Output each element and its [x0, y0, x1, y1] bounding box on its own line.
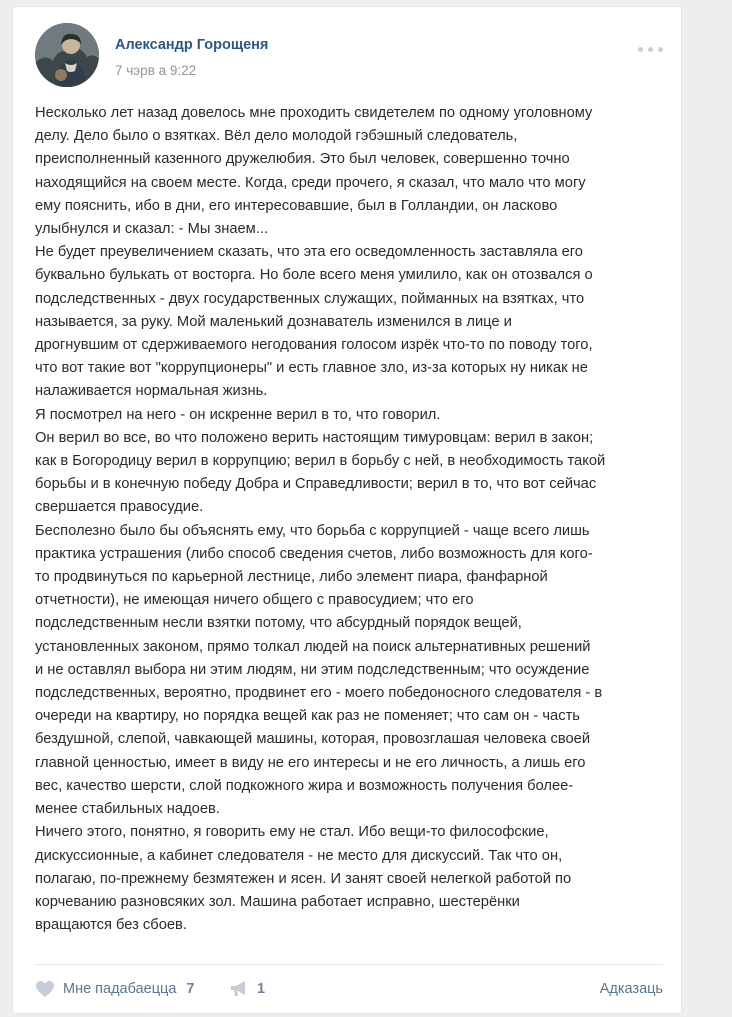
- post-text-line: и не оставлял выбора ни этим людям, ни этим подследственным; что осуждение: [35, 661, 590, 678]
- post-text-line: отчетности), не имеющая ничего общего с правосудием; что его: [35, 592, 474, 609]
- footer-divider: [35, 964, 663, 965]
- post-text-line: подследственных, вероятно, продвинет его - моего победоносного следователя - в: [35, 685, 603, 702]
- post-text-line: как в Богородицу верил в коррупцию; верил в борьбу с ней, в необходимость такой: [35, 453, 606, 470]
- post-text-line: что вот такие вот "коррупционеры" и есть главное зло, из-за которых ну никак не: [35, 360, 588, 377]
- post-text-line: Я посмотрел на него - он искренне верил в то, что говорил.: [35, 406, 441, 423]
- post-text-line: Не будет преувеличением сказать, что эта его осведомленность заставляла его: [35, 244, 583, 261]
- post-text-line: борьбы и в конечную победу Добра и Справедливости; верил в то, что вот сейчас: [35, 476, 597, 493]
- reply-button[interactable]: Адказаць: [599, 981, 663, 997]
- post-text-line: подследственных - двух государственных служащих, пойманных на взятках, что: [35, 290, 585, 307]
- post-card: [12, 6, 682, 1014]
- post-text-line: Несколько лет назад довелось мне проходить свидетелем по одному уголовному: [35, 105, 593, 121]
- like-button[interactable]: [35, 977, 194, 1001]
- post-text-line: практика устрашения (либо способ сведения счетов, либо возможность для кого-: [35, 545, 593, 562]
- heart-icon: [35, 980, 55, 998]
- post-text: [35, 102, 667, 937]
- like-label: Мне падабаецца: [63, 981, 177, 997]
- post-text-line: Ничего этого, понятно, я говорить ему не стал. Ибо вещи-то философские,: [35, 824, 549, 841]
- post-text-line: подследственным несли взятки потому, что абсурдный порядок вещей,: [35, 615, 522, 632]
- author-avatar[interactable]: [35, 23, 99, 87]
- post-text-line: дискуссионные, а кабинет следователя - не место для дискуссий. Так что он,: [35, 847, 563, 864]
- post-text-line: вращаются без сбоев.: [35, 917, 187, 934]
- post-text-line: главной ценностью, имеет в виду не его интересы и не его личность, а лишь его: [35, 754, 586, 771]
- post-text-line: называется, за руку. Мой маленький дознаватель изменился в лице и: [35, 313, 512, 330]
- post-text-line: дрогнувшим от сдерживаемого негодования голосом изрёк что-то по поводу того,: [35, 337, 593, 354]
- post-text-line: установленных законом, прямо толкал людей на поиск альтернативных решений: [35, 638, 591, 655]
- post-header: [35, 23, 665, 89]
- post-text-line: свершается правосудие.: [35, 499, 204, 516]
- post-text-line: находящийся на своем месте. Когда, среди прочего, я сказал, что мало что могу: [35, 174, 586, 191]
- post-date-link[interactable]: 7 чэрв а 9:22: [115, 63, 197, 78]
- post-text-line: налаживается нормальная жизнь.: [35, 383, 268, 400]
- post-text-line: буквально булькать от восторга. Но боле всего меня умилило, как он отозвался о: [35, 267, 593, 284]
- more-icon[interactable]: [637, 39, 665, 59]
- share-count: 1: [257, 981, 266, 997]
- post-text-line: менее стабильных надоев.: [35, 801, 220, 818]
- avatar-photo: [35, 23, 99, 87]
- like-count: 7: [186, 981, 195, 997]
- post-text-line: преисполненный казенного дружелюбия. Это был человек, совершенно точно: [35, 151, 570, 168]
- post-text-line: то продвинуться по карьерной лестнице, либо элемент пиара, фанфарной: [35, 569, 548, 586]
- post-actions: [35, 973, 663, 1003]
- post-text-line: Он верил во все, во что положено верить настоящим тимуровцам: верил в закон;: [35, 429, 594, 446]
- post-text-line: вес, качество шерсти, слой подкожного жира и возможность получения более-: [35, 777, 574, 794]
- post-text-line: полагаю, по-прежнему безмятежен и ясен. И занят своей нелегкой работой по: [35, 870, 572, 887]
- post-text-line: корчеванию разновсяких зол. Машина работает исправно, шестерёнки: [35, 893, 520, 910]
- post-text-line: очереди на квартиру, но порядка вещей как раз не поменяет; что сам он - часть: [35, 708, 580, 725]
- post-text-line: улыбнулся и сказал: - Мы знаем...: [35, 221, 269, 238]
- share-button[interactable]: [229, 977, 265, 1001]
- post-text-line: Бесполезно было бы объяснять ему, что борьба с коррупцией - чаще всего лишь: [35, 522, 590, 539]
- author-name-link[interactable]: Александр Горощеня: [115, 37, 269, 53]
- post-text-line: делу. Дело было о взятках. Вёл дело молодой гэбэшный следователь,: [35, 128, 518, 145]
- post-text-line: ему пояснить, ибо в дни, его интересовавшие, был в Голландии, он ласково: [35, 197, 558, 214]
- post-text-line: бездушной, слепой, чавкающей машины, которая, провозглашая человека своей: [35, 731, 591, 748]
- megaphone-icon: [229, 980, 249, 998]
